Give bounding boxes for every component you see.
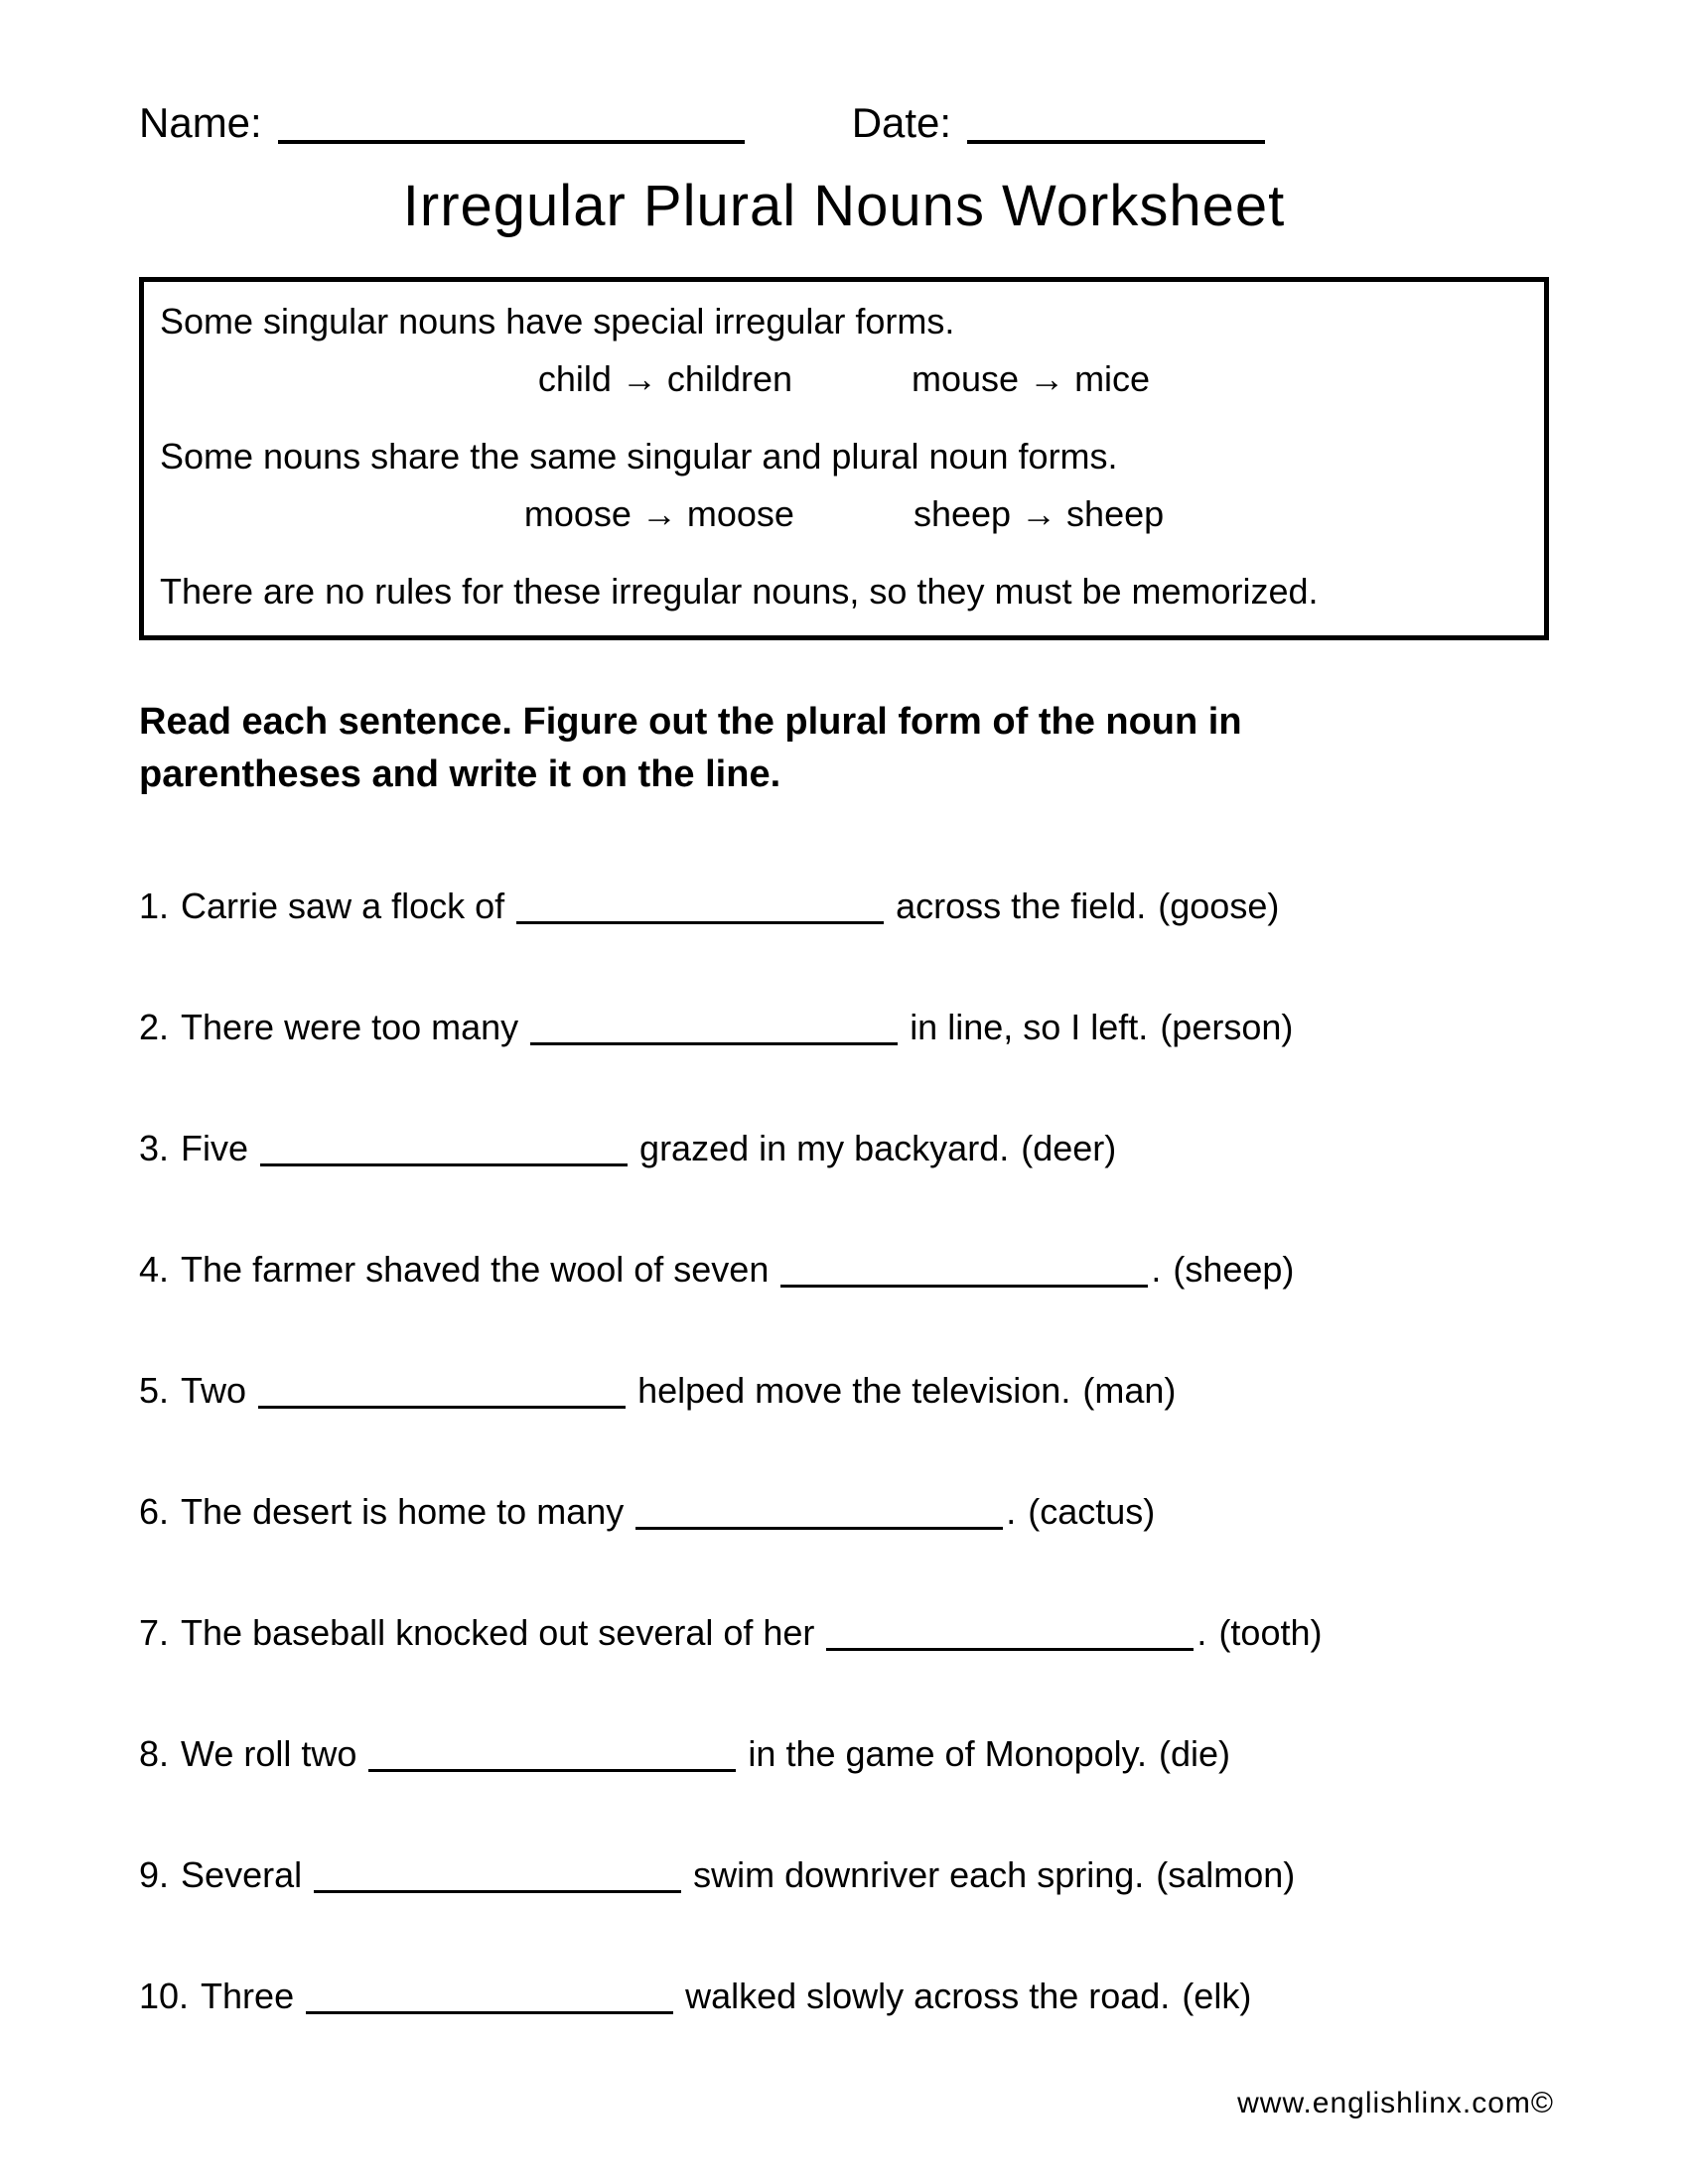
plural-hint: (sheep): [1173, 1249, 1295, 1290]
question-row: [139, 1490, 1549, 1534]
question-text-after: helped move the television.: [637, 1370, 1071, 1411]
answer-blank[interactable]: [258, 1375, 626, 1409]
example-pair: sheep → sheep: [913, 493, 1165, 534]
question-row: [139, 1611, 1549, 1655]
answer-blank[interactable]: [826, 1617, 1194, 1651]
question-text-after: .: [1151, 1249, 1162, 1290]
question-number: 10.: [139, 1976, 190, 2016]
answer-blank[interactable]: [368, 1738, 736, 1772]
question-number: 8.: [139, 1733, 170, 1774]
footer-url: www.englishlinx.com©: [1237, 2087, 1554, 2119]
name-blank[interactable]: [278, 110, 745, 144]
question-text-before: Carrie saw a flock of: [181, 886, 505, 926]
plural-hint: (salmon): [1156, 1854, 1296, 1895]
question-text-after: .: [1196, 1612, 1207, 1653]
question-row: [139, 885, 1549, 928]
examples-row-1: [160, 353, 1528, 405]
answer-blank[interactable]: [780, 1254, 1148, 1288]
date-label: Date:: [851, 99, 952, 146]
question-row: [139, 1127, 1549, 1170]
question-text-after: swim downriver each spring.: [693, 1854, 1145, 1895]
question-text-before: Two: [181, 1370, 247, 1411]
example-pair: moose → moose: [523, 493, 794, 534]
plural-hint: (man): [1082, 1370, 1177, 1411]
question-text-after: walked slowly across the road.: [685, 1976, 1171, 2016]
answer-blank[interactable]: [260, 1133, 628, 1166]
plural-hint: (die): [1159, 1733, 1231, 1774]
question-text-before: We roll two: [181, 1733, 357, 1774]
question-number: 2.: [139, 1007, 170, 1047]
question-row: [139, 1975, 1549, 2018]
question-text-before: There were too many: [181, 1007, 519, 1047]
question-number: 5.: [139, 1370, 170, 1411]
header: [139, 99, 1549, 147]
plural-hint: (cactus): [1028, 1491, 1156, 1532]
question-row: [139, 1248, 1549, 1292]
plural-hint: (person): [1160, 1007, 1294, 1047]
question-number: 6.: [139, 1491, 170, 1532]
rule-text-3: There are no rules for these irregular nouns, so they must be memorized.: [160, 571, 1319, 612]
question-text-before: Three: [201, 1976, 295, 2016]
question-text-before: The farmer shaved the wool of seven: [181, 1249, 770, 1290]
answer-blank[interactable]: [516, 890, 884, 924]
rules-box: [139, 277, 1549, 640]
answer-blank[interactable]: [530, 1012, 898, 1045]
question-text-before: The desert is home to many: [181, 1491, 625, 1532]
question-row: [139, 1853, 1549, 1897]
question-number: 9.: [139, 1854, 170, 1895]
questions-list: [139, 885, 1549, 2018]
plural-hint: (goose): [1158, 886, 1280, 926]
question-number: 7.: [139, 1612, 170, 1653]
question-text-after: in the game of Monopoly.: [748, 1733, 1147, 1774]
plural-hint: (tooth): [1218, 1612, 1323, 1653]
question-number: 1.: [139, 886, 170, 926]
instructions: [139, 696, 1549, 801]
answer-blank[interactable]: [635, 1496, 1003, 1530]
question-text-after: grazed in my backyard.: [639, 1128, 1010, 1168]
question-number: 4.: [139, 1249, 170, 1290]
question-text-before: Several: [181, 1854, 303, 1895]
instructions-line-1: Read each sentence. Figure out the plural form of the noun in: [139, 701, 1242, 743]
question-number: 3.: [139, 1128, 170, 1168]
question-row: [139, 1006, 1549, 1049]
answer-blank[interactable]: [314, 1859, 681, 1893]
question-row: [139, 1369, 1549, 1413]
rule-text-1: Some singular nouns have special irregular forms.: [160, 301, 955, 341]
examples-row-2: [160, 488, 1528, 540]
page-title: Irregular Plural Nouns Worksheet: [402, 174, 1286, 238]
example-pair: child → children: [537, 358, 793, 399]
name-label: Name:: [139, 99, 262, 146]
date-blank[interactable]: [967, 110, 1265, 144]
question-text-before: Five: [181, 1128, 249, 1168]
question-row: [139, 1732, 1549, 1776]
plural-hint: (deer): [1021, 1128, 1117, 1168]
question-text-after: across the field.: [896, 886, 1147, 926]
example-pair: mouse → mice: [912, 358, 1151, 399]
answer-blank[interactable]: [306, 1980, 673, 2014]
instructions-line-2: parentheses and write it on the line.: [139, 753, 781, 795]
question-text-after: .: [1006, 1491, 1017, 1532]
question-text-after: in line, so I left.: [910, 1007, 1149, 1047]
plural-hint: (elk): [1182, 1976, 1252, 2016]
rule-text-2: Some nouns share the same singular and plural noun forms.: [160, 436, 1118, 477]
question-text-before: The baseball knocked out several of her: [181, 1612, 815, 1653]
